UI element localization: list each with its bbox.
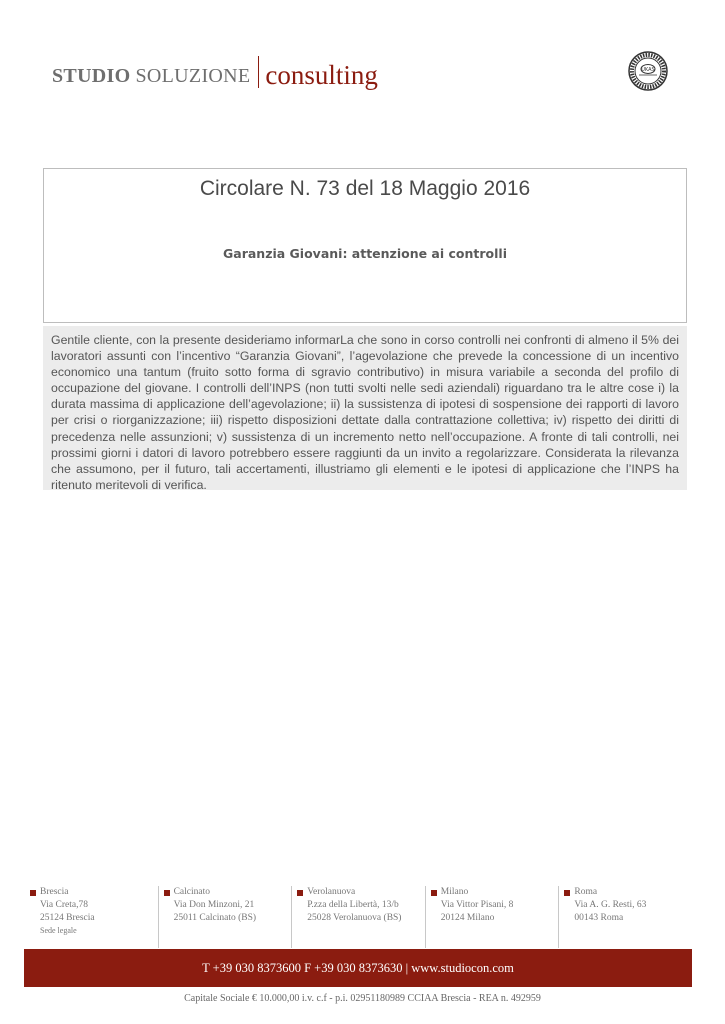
office-addresses [24, 886, 692, 948]
office-street: Via A. G. Resti, 63 [574, 900, 647, 910]
certification-seal-icon [628, 51, 668, 91]
red-square-icon [164, 890, 170, 896]
office-milano [425, 886, 559, 948]
svg-text:UKAS: UKAS [641, 67, 655, 73]
office-city: 25124 Brescia [40, 913, 95, 923]
office-street: Via Don Minzoni, 21 [173, 900, 255, 910]
office-name: Verolanuova [307, 887, 356, 897]
red-square-icon [30, 890, 36, 896]
office-roma [558, 886, 692, 948]
office-street: P.zza della Libertà, 13/b [307, 900, 399, 910]
office-calcinato [158, 886, 292, 948]
office-street: Via Creta,78 [40, 900, 88, 910]
office-city: 00143 Roma [574, 913, 624, 923]
contact-bar: T +39 030 8373600 F +39 030 8373630 | www.studiocon.com [24, 949, 692, 987]
office-name: Brescia [40, 887, 69, 897]
office-city: 25028 Verolanuova (BS) [307, 913, 402, 923]
office-street: Via Vittor Pisani, 8 [440, 900, 514, 910]
logo-consulting-text: consulting [265, 60, 378, 90]
circular-title: Circolare N. 73 del 18 Maggio 2016 [199, 177, 531, 200]
logo-soluzione-text: SOLUZIONE [135, 65, 251, 87]
office-name: Roma [574, 887, 598, 897]
office-verolanuova [291, 886, 425, 948]
logo-divider [258, 56, 259, 88]
company-legal-info: Capitale Sociale € 10.000,00 i.v. c.f - p.i. 02951180989 CCIAA Brescia - REA n. 492959 [184, 993, 541, 1004]
intro-paragraph: Gentile cliente, con la presente desideriamo informarLa che sono in corso controlli nei confronti di almeno il 5% dei lavoratori assunti con l’incentivo “Garanzia Giovani”, l’agevolazione che prevede la concessione di un incentivo economico una tantum (fruito sotto forma di sgravio contributivo) in misura variabile a seconda del profilo di occupazione del giovane. I controlli dell’INPS (non tutti svolti nelle sedi aziendali) riguardano tra le altre cose i) la durata massima di applicazione dell’agevolazione; ii) la sussistenza di ipotesi di sospensione dei rapporti di lavoro per crisi o riorganizzazione; iii) rispetto disposizioni dettate dalla contrattazione collettiva; iv) rispetto dei diritti di precedenza nelle assunzioni; v) sussistenza di un incremento netto nell’occupazione. A fronte di tali controlli, nei prossimi giorni i datori di lavoro potrebbero essere raggiunti da un invito a regolarizzare. Considerata la rilevanza che assumono, per il futuro, tali accertamenti, illustriamo gli elementi e le ipotesi di applicazione che l’INPS ha ritenuto meritevoli di verifica. [43, 326, 687, 490]
logo-studio-text: STUDIO [52, 65, 131, 87]
office-brescia [24, 886, 158, 948]
company-logo [52, 54, 378, 88]
title-box [43, 168, 687, 323]
red-square-icon [297, 890, 303, 896]
red-square-icon [431, 890, 437, 896]
office-name: Calcinato [173, 887, 210, 897]
office-city: 20124 Milano [440, 913, 495, 923]
circular-subtitle: Garanzia Giovani: attenzione ai controlli [223, 246, 507, 261]
office-city: 25011 Calcinato (BS) [173, 913, 257, 923]
red-square-icon [564, 890, 570, 896]
office-name: Milano [440, 887, 469, 897]
office-note: Sede legale [40, 926, 77, 935]
